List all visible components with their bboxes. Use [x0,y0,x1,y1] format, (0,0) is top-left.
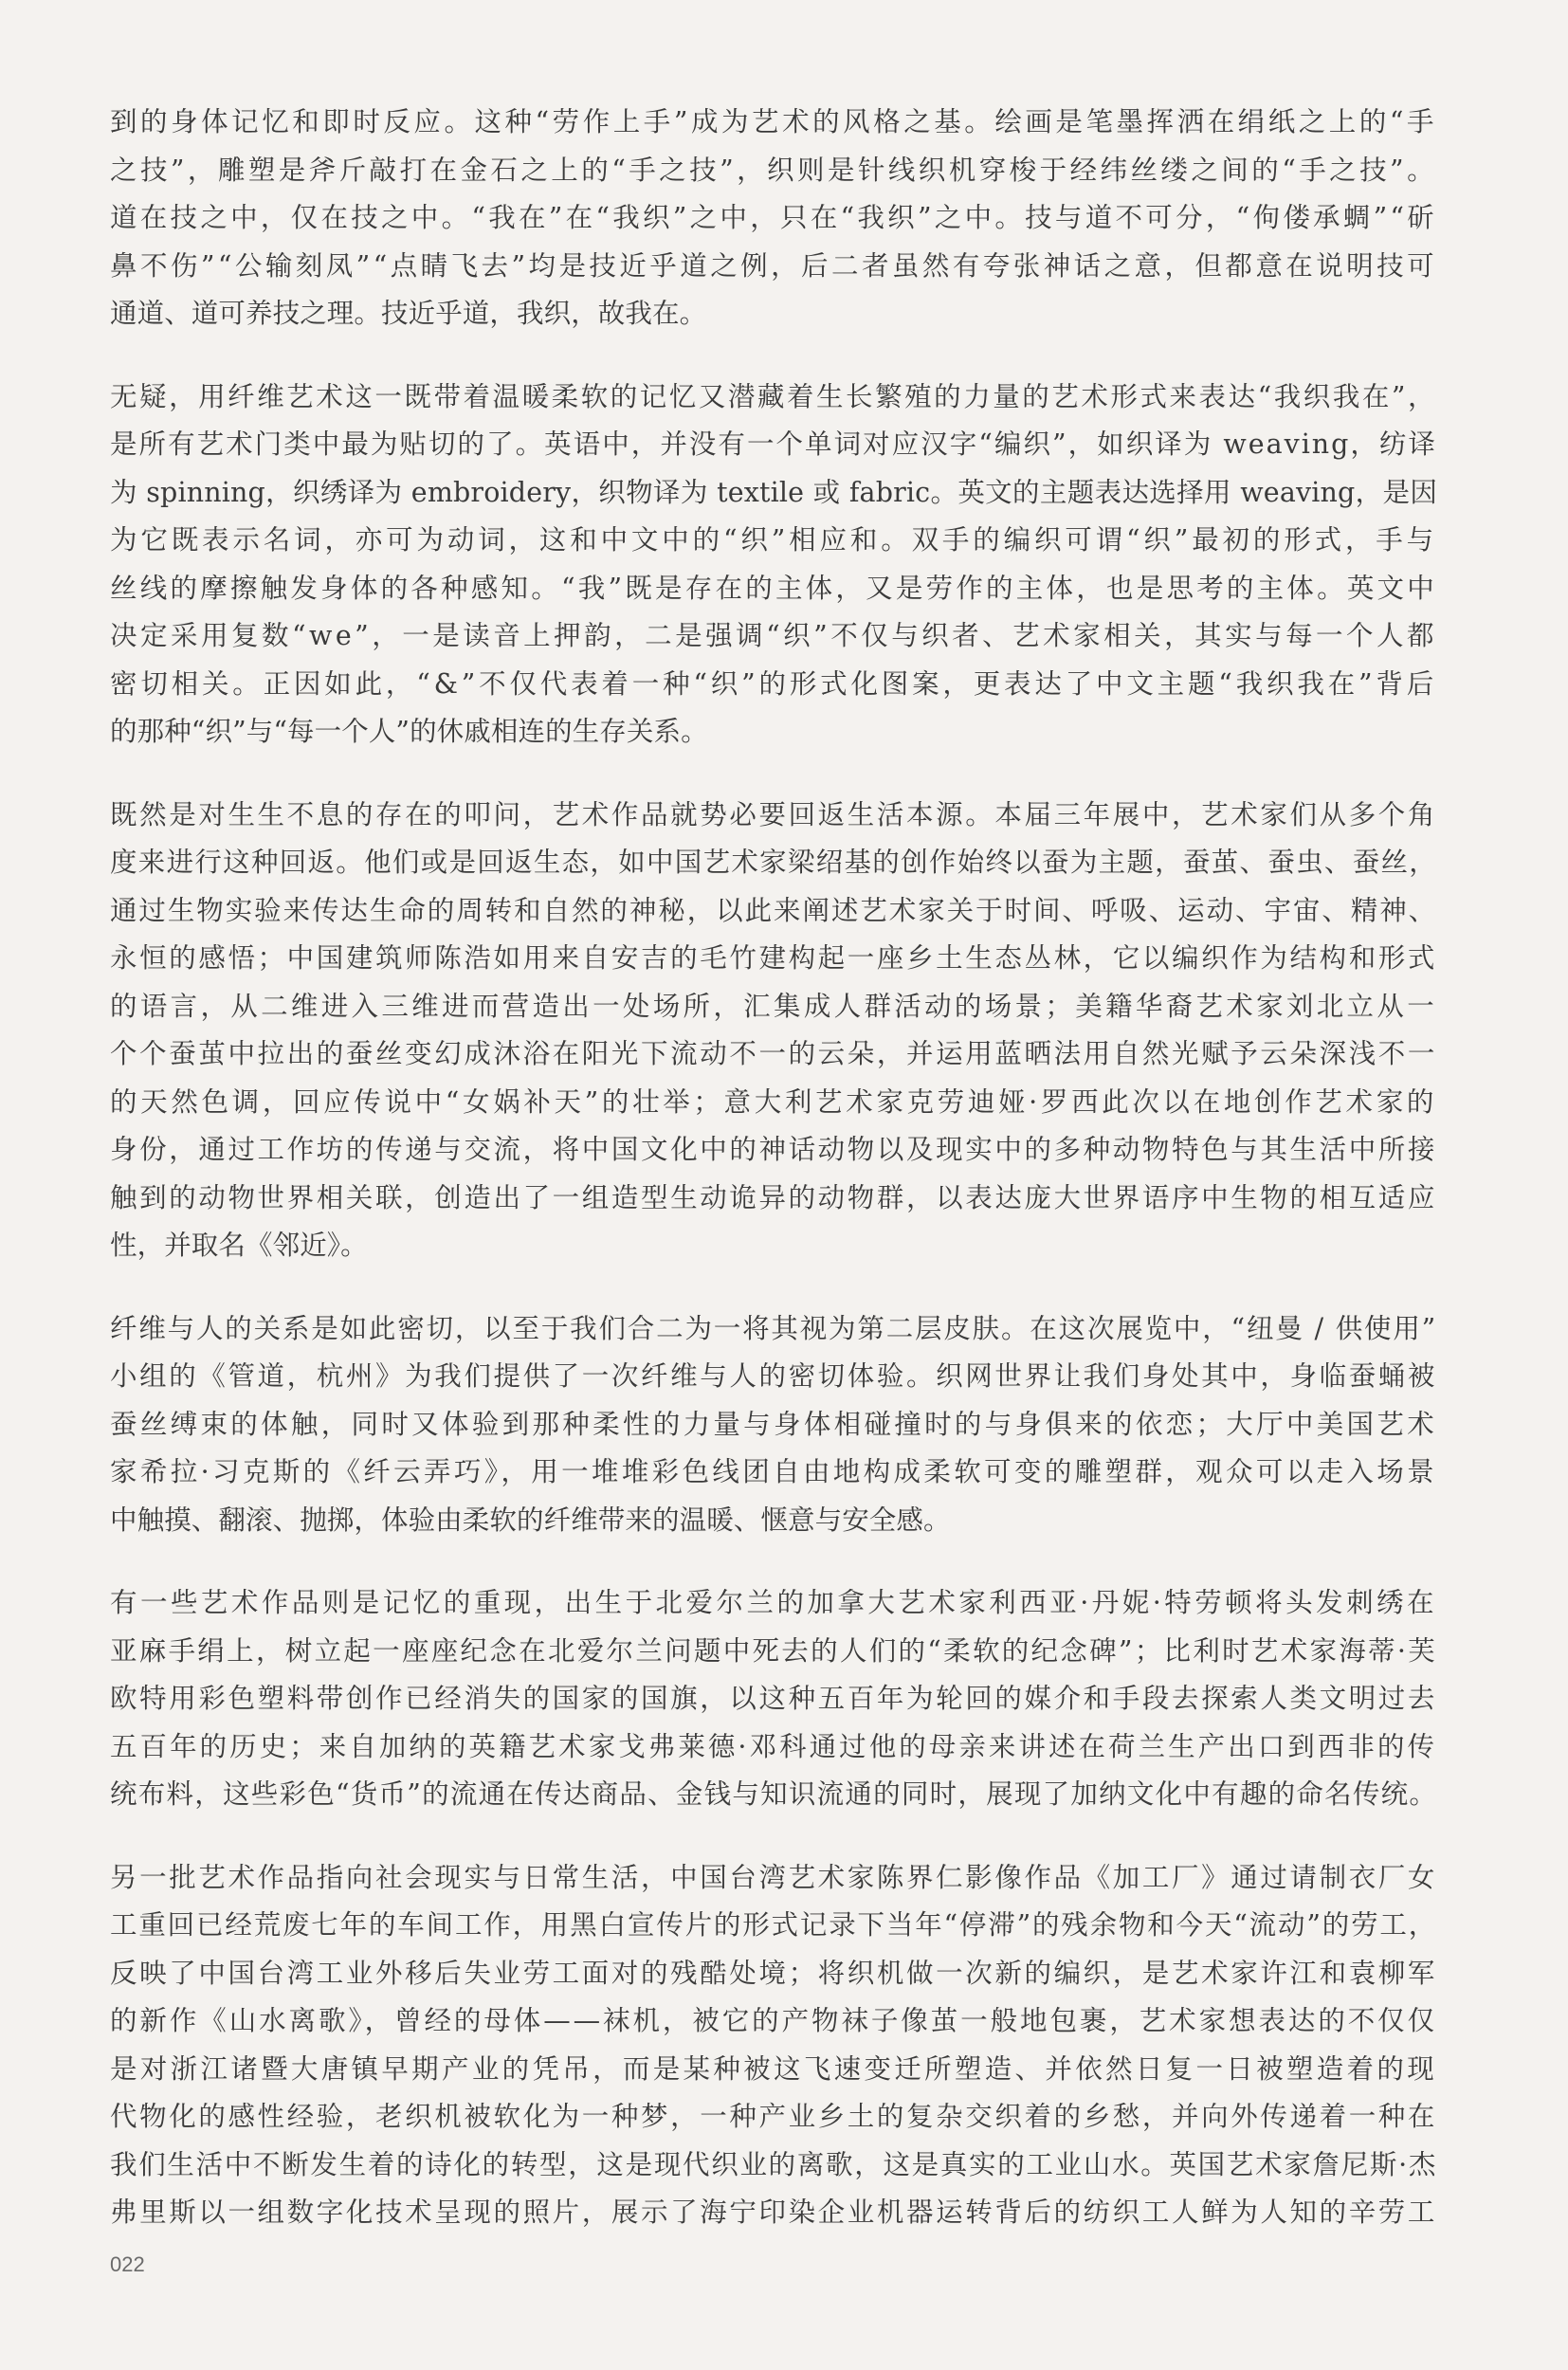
text-line: 中触摸、翻滚、抛掷，体验由柔软的纤维带来的温暖、惬意与安全感。 [110,1504,951,1536]
paragraph-2 [110,374,1437,757]
text-line: 反映了中国台湾工业外移后失业劳工面对的残酷处境；将织机做一次新的编织，是艺术家许江和袁柳军 [110,1957,1437,1989]
text-line: 的语言，从二维进入三维进而营造出一处场所，汇集成人群活动的场景；美籍华裔艺术家刘北立从一 [110,990,1437,1022]
text-line: 家希拉·习克斯的《纤云弄巧》，用一堆堆彩色线团自由地构成柔软可变的雕塑群，观众可以走入场景 [110,1456,1437,1487]
text-line: 弗里斯以一组数字化技术呈现的照片，展示了海宁印染企业机器运转背后的纺织工人鲜为人知的辛劳工 [110,2197,1437,2228]
text-line: 触到的动物世界相关联，创造出了一组造型生动诡异的动物群，以表达庞大世界语序中生物的相互适应 [110,1181,1437,1213]
text-line: 五百年的历史；来自加纳的英籍艺术家戈弗莱德·邓科通过他的母亲来讲述在荷兰生产出口到西非的传 [110,1730,1437,1762]
text-line: 度来进行这种回返。他们或是回返生态，如中国艺术家梁绍基的创作始终以蚕为主题，蚕茧、蚕虫、蚕丝， [110,847,1437,878]
text-line: 通道、道可养技之理。技近乎道，我织，故我在。 [110,298,707,329]
text-line: 丝线的摩擦触发身体的各种感知。“我”既是存在的主体，又是劳作的主体，也是思考的主体。英文中 [110,572,1437,604]
text-line: 为 spinning，织绣译为 embroidery，织物译为 textile 或 fabric。英文的主题表达选择用 weaving，是因 [110,476,1437,508]
text-line: 工重回已经荒废七年的车间工作，用黑白宣传片的形式记录下当年“停滞”的残余物和今天“流动”的劳工， [110,1909,1437,1941]
text-line: 性，并取名《邻近》。 [110,1230,368,1261]
paragraph-6 [110,1854,1437,2237]
text-line: 无疑，用纤维艺术这一既带着温暖柔软的记忆又潜藏着生长繁殖的力量的艺术形式来表达“我织我在”， [110,380,1437,412]
text-line: 是对浙江诸暨大唐镇早期产业的凭吊，而是某种被这飞速变迁所塑造、并依然日复一日被塑造着的现 [110,2052,1437,2085]
text-line: 亚麻手绢上，树立起一座座纪念在北爱尔兰问题中死去的人们的“柔软的纪念碑”；比利时艺术家海蒂·芙 [110,1634,1437,1667]
paragraph-4 [110,1305,1437,1545]
text-line: 既然是对生生不息的存在的叩问，艺术作品就势必要回返生活本源。本届三年展中，艺术家们从多个角 [110,798,1437,830]
text-line: 的天然色调，回应传说中“女娲补天”的壮举；意大利艺术家克劳迪娅·罗西此次以在地创作艺术家的 [110,1085,1437,1118]
text-line: 身份，通过工作坊的传递与交流，将中国文化中的神话动物以及现实中的多种动物特色与其生活中所接 [110,1134,1437,1165]
text-line: 个个蚕茧中拉出的蚕丝变幻成沐浴在阳光下流动不一的云朵，并运用蓝晒法用自然光赋予云朵深浅不一 [110,1038,1437,1069]
paragraph-1 [110,99,1437,338]
text-line: 小组的《管道，杭州》为我们提供了一次纤维与人的密切体验。织网世界让我们身处其中，身临蚕蛹被 [110,1360,1437,1392]
text-line: 是所有艺术门类中最为贴切的了。英语中，并没有一个单词对应汉字“编织”，如织译为 weaving，纺译 [110,428,1437,460]
text-line: 的新作《山水离歌》，曾经的母体——袜机，被它的产物袜子像茧一般地包裹，艺术家想表达的不仅仅 [110,2005,1437,2036]
text-line: 鼻不伤”“公输刻凤”“点睛飞去”均是技近乎道之例，后二者虽然有夸张神话之意，但都意在说明技可 [110,249,1437,282]
text-line: 统布料，这些彩色“货币”的流通在传达商品、金钱与知识流通的同时，展现了加纳文化中有趣的命名传统。 [110,1778,1437,1810]
paragraph-5 [110,1579,1437,1819]
page-number: 022 [110,2252,145,2276]
text-line: 为它既表示名词，亦可为动词，这和中文中的“织”相应和。双手的编织可谓“织”最初的形式，手与 [110,524,1437,556]
text-line: 代物化的感性经验，老织机被软化为一种梦，一种产业乡土的复杂交织着的乡愁，并向外传递着一种在 [110,2101,1437,2132]
text-line: 密切相关。正因如此，“&”不仅代表着一种“织”的形式化图案，更表达了中文主题“我织我在”背后 [110,667,1437,700]
text-line: 的那种“织”与“每一个人”的休戚相连的生存关系。 [110,716,708,747]
text-line: 蚕丝缚束的体触，同时又体验到那种柔性的力量与身体相碰撞时的与身俱来的依恋；大厅中美国艺术 [110,1408,1437,1440]
text-line: 决定采用复数“we”，一是读音上押韵，二是强调“织”不仅与织者、艺术家相关，其实与每一个人都 [110,620,1437,651]
text-line: 我们生活中不断发生着的诗化的转型，这是现代织业的离歌，这是真实的工业山水。英国艺术家詹尼斯·杰 [110,2148,1437,2180]
text-line: 有一些艺术作品则是记忆的重现，出生于北爱尔兰的加拿大艺术家利西亚·丹妮·特劳顿将头发刺绣在 [110,1587,1437,1618]
text-line: 通过生物实验来传达生命的周转和自然的神秘，以此来阐述艺术家关于时间、呼吸、运动、宇宙、精神、 [110,894,1437,926]
text-line: 永恒的感悟；中国建筑师陈浩如用来自安吉的毛竹建构起一座乡土生态丛林，它以编织作为结构和形式 [110,942,1437,974]
text-line: 道在技之中，仅在技之中。“我在”在“我织”之中，只在“我织”之中。技与道不可分，“佝偻承蜩”“斫 [110,202,1437,233]
paragraph-3 [110,792,1437,1270]
text-line: 欧特用彩色塑料带创作已经消失的国家的国旗，以这种五百年为轮回的媒介和手段去探索人类文明过去 [110,1683,1437,1714]
body-text [110,99,1437,2272]
text-line: 之技”，雕塑是斧斤敲打在金石之上的“手之技”，织则是针线织机穿梭于经纬丝缕之间的“手之技”。 [110,154,1437,186]
text-line: 纤维与人的关系是如此密切，以至于我们合二为一将其视为第二层皮肤。在这次展览中，“纽曼 / 供使用” [110,1312,1437,1344]
text-line: 到的身体记忆和即时反应。这种“劳作上手”成为艺术的风格之基。绘画是笔墨挥洒在绢纸之上的“手 [110,106,1437,137]
text-line: 另一批艺术作品指向社会现实与日常生活，中国台湾艺术家陈界仁影像作品《加工厂》通过请制衣厂女 [110,1861,1437,1893]
